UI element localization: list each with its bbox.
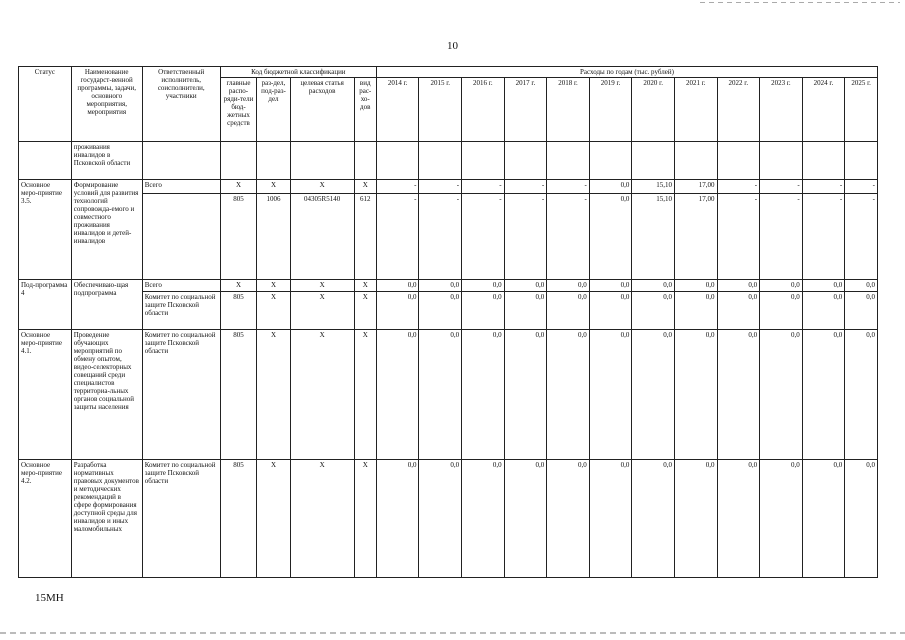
footer-code: 15МН: [35, 592, 64, 604]
cell-value: -: [760, 180, 803, 194]
cell-responsible: Комитет по социальной защите Псковской области: [142, 292, 220, 330]
cell-status: Основное меро-приятие 4.2.: [19, 460, 72, 578]
cell-value: 0,0: [419, 330, 462, 460]
cell-vid: 612: [354, 194, 376, 280]
cell-csr: Х: [290, 280, 354, 292]
header-year: 2024 г.: [802, 78, 845, 142]
cell-value: 0,0: [589, 194, 632, 280]
table-row-measure-4-2: [19, 460, 878, 578]
cell-name: Обеспечиваю-щая подпрограмма: [71, 280, 142, 330]
cell-value: 0,0: [419, 292, 462, 330]
cell-gl: Х: [220, 280, 257, 292]
cell-gl: Х: [220, 180, 257, 194]
header-year: 2023 г.: [760, 78, 803, 142]
cell-value: 15,10: [632, 180, 675, 194]
cell-value: 0,0: [674, 292, 717, 330]
cell-value: 0,0: [419, 460, 462, 578]
cell-name: Формирование условий для развития технологий сопровожда-емого и совместного проживания инвалидов и детей-инвалидов: [71, 180, 142, 280]
cell-vid: Х: [354, 180, 376, 194]
cell-value: 0,0: [845, 280, 878, 292]
cell-value: 0,0: [462, 330, 505, 460]
page-number: 10: [447, 40, 458, 52]
scan-artifact-bottom: [0, 632, 905, 634]
cell-value: 0,0: [589, 280, 632, 292]
cell-csr: Х: [290, 180, 354, 194]
table-row-continuation: [19, 142, 878, 180]
header-csr: целевая статья расходов: [290, 78, 354, 142]
cell-status: [19, 142, 72, 180]
cell-value: -: [547, 194, 590, 280]
cell-name: проживания инвалидов в Псковской области: [71, 142, 142, 180]
cell-vid: Х: [354, 280, 376, 292]
cell-value: 17,00: [674, 180, 717, 194]
cell-value: 0,0: [845, 292, 878, 330]
table-row-measure-3-5-total: [19, 180, 878, 194]
cell-value: 0,0: [462, 460, 505, 578]
header-year: 2021 г.: [674, 78, 717, 142]
cell-status: Под-программа 4: [19, 280, 72, 330]
cell-value: -: [802, 180, 845, 194]
cell-value: 0,0: [760, 292, 803, 330]
header-responsible: Ответственный исполнитель, соисполнители, участники: [142, 67, 220, 142]
header-year: 2014 г.: [376, 78, 419, 142]
cell-value: 0,0: [462, 292, 505, 330]
scan-artifact-top: [700, 2, 900, 3]
cell-value: 0,0: [376, 460, 419, 578]
header-year: 2016 г.: [462, 78, 505, 142]
cell-rz: Х: [257, 460, 290, 578]
cell-value: 0,0: [589, 460, 632, 578]
cell-csr: Х: [290, 292, 354, 330]
header-razdel: раз-дел, под-раз-дел: [257, 78, 290, 142]
cell-value: 0,0: [717, 460, 760, 578]
cell-value: 0,0: [376, 292, 419, 330]
cell-csr: Х: [290, 460, 354, 578]
cell-gl: 805: [220, 330, 257, 460]
cell-name: Разработка нормативных правовых документов и методических рекомендаций в сфере формирования доступной среды для инвалидов и иных маломобильных: [71, 460, 142, 578]
header-year: 2017 г.: [504, 78, 547, 142]
table-row-subprogram-4-committee: [19, 292, 878, 330]
cell-vid: Х: [354, 460, 376, 578]
cell-csr: 04305R5140: [290, 194, 354, 280]
cell-value: 0,0: [802, 280, 845, 292]
cell-responsible: Всего: [142, 280, 220, 292]
cell-name: Проведение обучающих мероприятий по обмену опытом, видео-селекторных совещаний среди специалистов территориа-льных органов социальной защиты населения: [71, 330, 142, 460]
header-year: 2020 г.: [632, 78, 675, 142]
header-gl-admin: главные распо-ряди-тели бюд-жетных средств: [220, 78, 257, 142]
cell-value: 0,0: [547, 292, 590, 330]
header-year: 2015 г.: [419, 78, 462, 142]
cell-rz: Х: [257, 292, 290, 330]
cell-value: 0,0: [632, 330, 675, 460]
header-year: 2019 г.: [589, 78, 632, 142]
cell-value: 0,0: [589, 292, 632, 330]
cell-value: -: [376, 180, 419, 194]
cell-value: 0,0: [674, 280, 717, 292]
cell-value: 0,0: [845, 330, 878, 460]
cell-value: 0,0: [547, 330, 590, 460]
cell-gl: 805: [220, 292, 257, 330]
cell-value: 0,0: [717, 292, 760, 330]
header-year: 2025 г.: [845, 78, 878, 142]
cell-status: Основное меро-приятие 4.1.: [19, 330, 72, 460]
cell-value: 0,0: [760, 460, 803, 578]
cell-value: -: [462, 194, 505, 280]
header-vid: вид рас-хо-дов: [354, 78, 376, 142]
cell-rz: 1006: [257, 194, 290, 280]
cell-value: 0,0: [760, 280, 803, 292]
cell-value: 0,0: [376, 330, 419, 460]
cell-value: -: [845, 180, 878, 194]
header-row-1: [19, 67, 878, 78]
cell-value: -: [504, 180, 547, 194]
header-budget-code: Код бюджетной классификации: [220, 67, 376, 78]
header-year: 2018 г.: [547, 78, 590, 142]
cell-value: 0,0: [802, 292, 845, 330]
cell-value: 0,0: [419, 280, 462, 292]
cell-value: 0,0: [717, 330, 760, 460]
header-expenses: Расходы по годам (тыс. рублей): [376, 67, 877, 78]
cell-value: 0,0: [504, 292, 547, 330]
cell-value: -: [717, 194, 760, 280]
cell-value: 0,0: [547, 460, 590, 578]
cell-rz: Х: [257, 330, 290, 460]
header-program-name: Наименование государст-венной программы, задачи, основного мероприятия, мероприятия: [71, 67, 142, 142]
cell-value: 15,10: [632, 194, 675, 280]
cell-value: 0,0: [589, 330, 632, 460]
cell-rz: Х: [257, 280, 290, 292]
cell-value: 0,0: [504, 330, 547, 460]
cell-csr: Х: [290, 330, 354, 460]
cell-gl: 805: [220, 194, 257, 280]
cell-value: -: [760, 194, 803, 280]
cell-value: 0,0: [760, 330, 803, 460]
cell-value: 0,0: [674, 330, 717, 460]
cell-value: -: [419, 180, 462, 194]
cell-value: -: [462, 180, 505, 194]
table-row-measure-3-5-detail: [19, 194, 878, 280]
cell-value: 17,00: [674, 194, 717, 280]
cell-value: 0,0: [802, 330, 845, 460]
cell-value: 0,0: [717, 280, 760, 292]
cell-value: -: [802, 194, 845, 280]
cell-value: 0,0: [802, 460, 845, 578]
cell-responsible: [142, 194, 220, 280]
cell-value: 0,0: [589, 180, 632, 194]
cell-value: -: [504, 194, 547, 280]
cell-responsible: Всего: [142, 180, 220, 194]
cell-gl: 805: [220, 460, 257, 578]
cell-value: 0,0: [462, 280, 505, 292]
cell-value: 0,0: [632, 280, 675, 292]
cell-status: Основное меро-приятие 3.5.: [19, 180, 72, 280]
cell-value: 0,0: [845, 460, 878, 578]
cell-value: 0,0: [674, 460, 717, 578]
table-row-subprogram-4-total: [19, 280, 878, 292]
table-row-measure-4-1: [19, 330, 878, 460]
cell-value: 0,0: [504, 280, 547, 292]
cell-value: -: [717, 180, 760, 194]
cell-vid: Х: [354, 292, 376, 330]
cell-value: 0,0: [504, 460, 547, 578]
cell-rz: Х: [257, 180, 290, 194]
cell-value: -: [845, 194, 878, 280]
header-status: Статус: [19, 67, 72, 142]
cell-vid: Х: [354, 330, 376, 460]
cell-responsible: Комитет по социальной защите Псковской области: [142, 330, 220, 460]
cell-responsible: Комитет по социальной защите Псковской области: [142, 460, 220, 578]
header-year: 2022 г.: [717, 78, 760, 142]
cell-value: -: [376, 194, 419, 280]
cell-value: 0,0: [632, 460, 675, 578]
cell-value: 0,0: [632, 292, 675, 330]
cell-value: -: [419, 194, 462, 280]
cell-value: 0,0: [547, 280, 590, 292]
budget-table: [18, 66, 878, 578]
cell-value: 0,0: [376, 280, 419, 292]
cell-value: -: [547, 180, 590, 194]
